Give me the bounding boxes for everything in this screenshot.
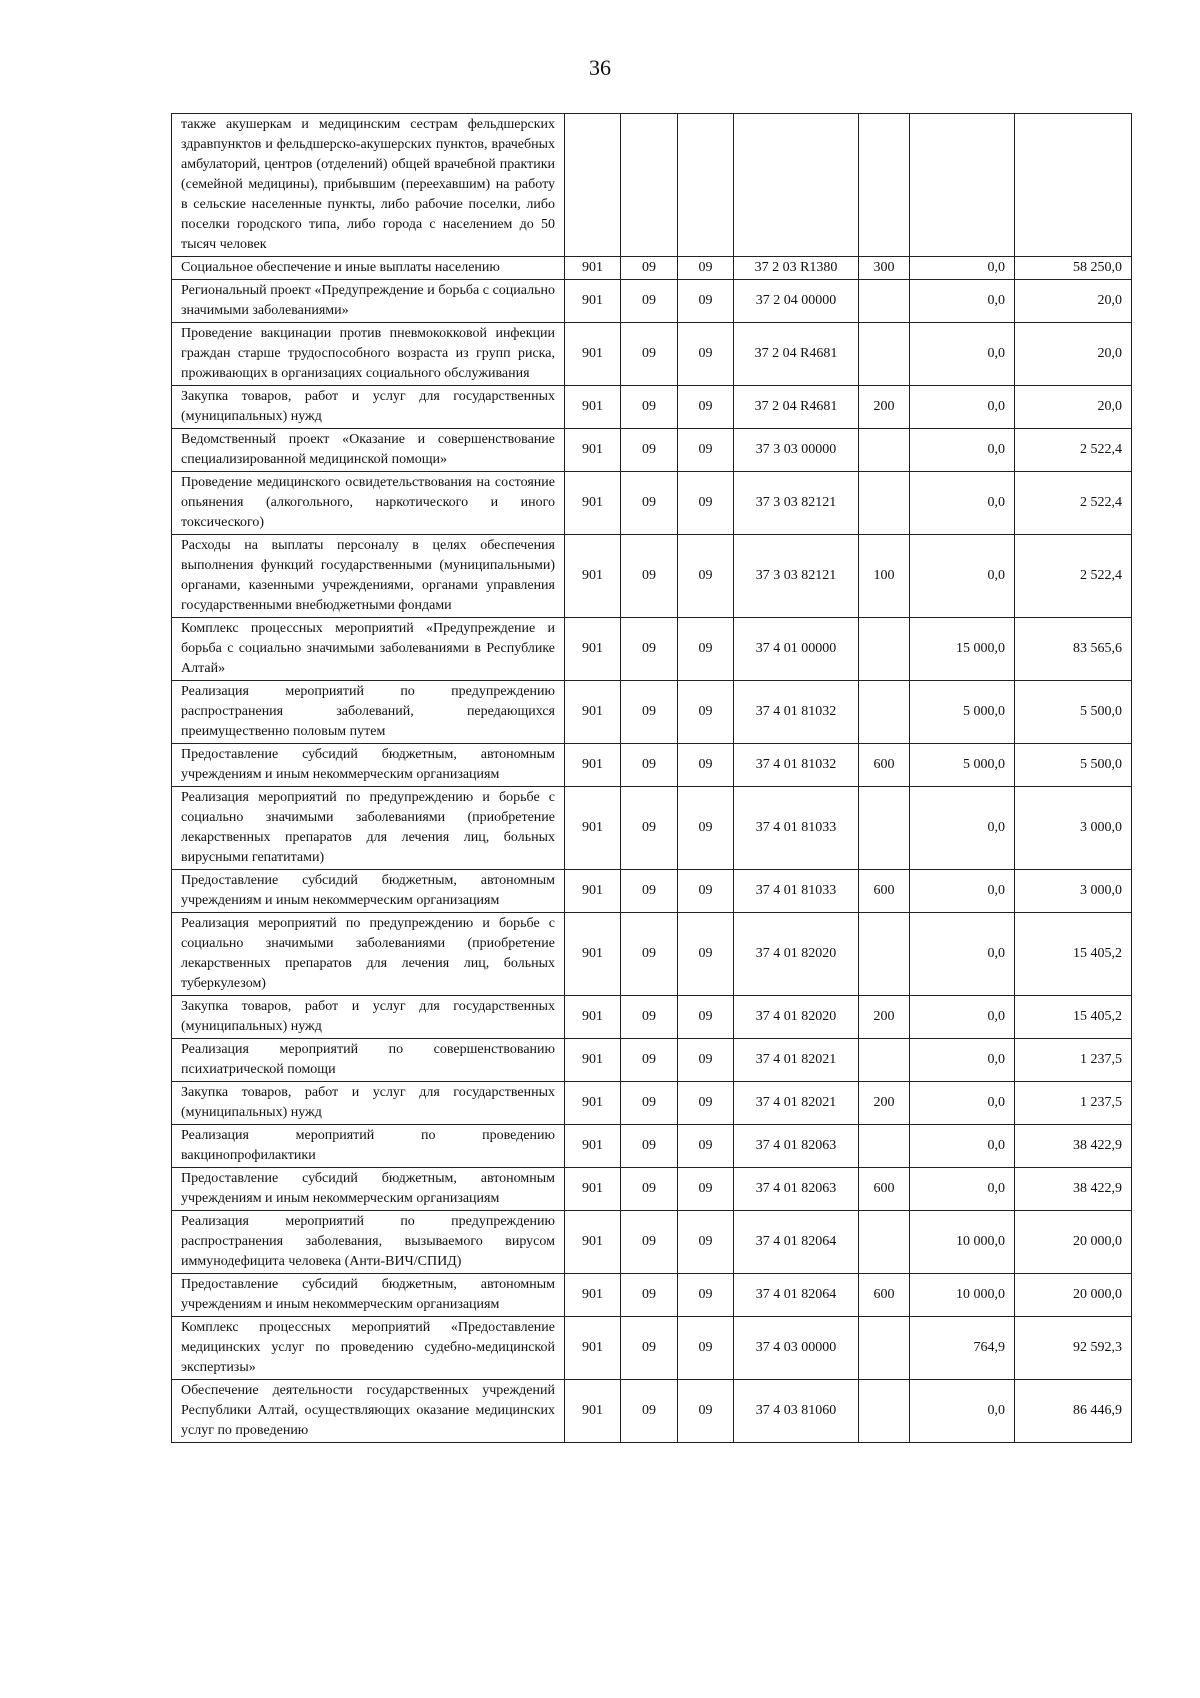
table-row xyxy=(172,1039,1132,1082)
amount-2-cell: 38 422,9 xyxy=(1015,1125,1132,1168)
row-description: также акушеркам и медицинским сестрам фельдшерских здравпунктов и фельдшерско-акушерских пунктов, врачебных амбулаторий, центров (отделений) общей врачебной практики (семейной медицины), прибывшим (переехавшим) на работу в сельские населенные пункты, либо рабочие поселки, либо поселки городского типа, либо города с населением до 50 тысяч человек xyxy=(172,114,565,257)
row-description: Региональный проект «Предупреждение и борьба с социально значимыми заболеваниями» xyxy=(172,280,565,323)
table-row xyxy=(172,323,1132,386)
amount-2-cell xyxy=(1015,114,1132,257)
table-row xyxy=(172,1211,1132,1274)
amount-2-cell: 5 500,0 xyxy=(1015,681,1132,744)
section-code-cell: 09 xyxy=(621,429,678,472)
admin-code-cell: 901 xyxy=(565,1211,621,1274)
row-description: Реализация мероприятий по проведению вакцинопрофилактики xyxy=(172,1125,565,1168)
expense-type-cell xyxy=(859,618,910,681)
amount-1-cell: 5 000,0 xyxy=(910,681,1015,744)
amount-1-cell: 0,0 xyxy=(910,787,1015,870)
expense-type-cell: 600 xyxy=(859,1274,910,1317)
table-row xyxy=(172,1082,1132,1125)
table-row xyxy=(172,618,1132,681)
expense-type-cell: 100 xyxy=(859,535,910,618)
amount-2-cell: 92 592,3 xyxy=(1015,1317,1132,1380)
amount-2-cell: 20 000,0 xyxy=(1015,1274,1132,1317)
target-article-cell: 37 3 03 00000 xyxy=(734,429,859,472)
target-article-cell: 37 2 04 00000 xyxy=(734,280,859,323)
admin-code-cell: 901 xyxy=(565,787,621,870)
section-code-cell: 09 xyxy=(621,870,678,913)
admin-code-cell: 901 xyxy=(565,1380,621,1443)
table-row xyxy=(172,429,1132,472)
table-row xyxy=(172,472,1132,535)
section-code-cell: 09 xyxy=(621,1082,678,1125)
target-article-cell: 37 4 01 82020 xyxy=(734,996,859,1039)
target-article-cell: 37 4 01 82063 xyxy=(734,1168,859,1211)
table-row xyxy=(172,1168,1132,1211)
target-article-cell: 37 4 01 81033 xyxy=(734,870,859,913)
section-code-cell: 09 xyxy=(621,280,678,323)
amount-2-cell: 2 522,4 xyxy=(1015,429,1132,472)
amount-1-cell: 0,0 xyxy=(910,913,1015,996)
amount-1-cell xyxy=(910,114,1015,257)
expense-type-cell xyxy=(859,323,910,386)
amount-1-cell: 0,0 xyxy=(910,1380,1015,1443)
target-article-cell: 37 2 04 R4681 xyxy=(734,386,859,429)
admin-code-cell: 901 xyxy=(565,535,621,618)
budget-table-body xyxy=(172,114,1132,1443)
amount-1-cell: 0,0 xyxy=(910,1082,1015,1125)
section-code-cell: 09 xyxy=(621,1211,678,1274)
amount-2-cell: 15 405,2 xyxy=(1015,996,1132,1039)
target-article-cell: 37 4 01 82064 xyxy=(734,1211,859,1274)
row-description: Предоставление субсидий бюджетным, автономным учреждениям и иным некоммерческим организациям xyxy=(172,870,565,913)
section-code-cell: 09 xyxy=(621,1125,678,1168)
admin-code-cell: 901 xyxy=(565,681,621,744)
amount-1-cell: 0,0 xyxy=(910,472,1015,535)
target-article-cell: 37 4 01 81033 xyxy=(734,787,859,870)
subsection-code-cell: 09 xyxy=(678,280,734,323)
subsection-code-cell: 09 xyxy=(678,257,734,280)
amount-2-cell: 1 237,5 xyxy=(1015,1039,1132,1082)
table-row xyxy=(172,870,1132,913)
expense-type-cell xyxy=(859,472,910,535)
target-article-cell: 37 4 01 82063 xyxy=(734,1125,859,1168)
amount-1-cell: 10 000,0 xyxy=(910,1211,1015,1274)
budget-table xyxy=(171,113,1132,1443)
amount-2-cell: 86 446,9 xyxy=(1015,1380,1132,1443)
amount-1-cell: 0,0 xyxy=(910,1039,1015,1082)
row-description: Реализация мероприятий по предупреждению и борьбе с социально значимыми заболеваниями (приобретение лекарственных препаратов для лечения лиц, больных туберкулезом) xyxy=(172,913,565,996)
table-row xyxy=(172,280,1132,323)
target-article-cell: 37 4 01 82021 xyxy=(734,1082,859,1125)
subsection-code-cell xyxy=(678,114,734,257)
expense-type-cell: 200 xyxy=(859,1082,910,1125)
amount-1-cell: 764,9 xyxy=(910,1317,1015,1380)
row-description: Закупка товаров, работ и услуг для государственных (муниципальных) нужд xyxy=(172,386,565,429)
page-number: 36 xyxy=(589,55,611,80)
target-article-cell: 37 2 04 R4681 xyxy=(734,323,859,386)
table-row xyxy=(172,257,1132,280)
row-description: Предоставление субсидий бюджетным, автономным учреждениям и иным некоммерческим организациям xyxy=(172,1274,565,1317)
row-description: Реализация мероприятий по предупреждению распространения заболевания, вызываемого вирусом иммунодефицита человека (Анти-ВИЧ/СПИД) xyxy=(172,1211,565,1274)
section-code-cell: 09 xyxy=(621,472,678,535)
subsection-code-cell: 09 xyxy=(678,429,734,472)
section-code-cell: 09 xyxy=(621,535,678,618)
admin-code-cell xyxy=(565,114,621,257)
amount-1-cell: 0,0 xyxy=(910,429,1015,472)
amount-2-cell: 20 000,0 xyxy=(1015,1211,1132,1274)
target-article-cell xyxy=(734,114,859,257)
section-code-cell: 09 xyxy=(621,1380,678,1443)
subsection-code-cell: 09 xyxy=(678,1317,734,1380)
table-row xyxy=(172,787,1132,870)
target-article-cell: 37 4 01 00000 xyxy=(734,618,859,681)
amount-2-cell: 58 250,0 xyxy=(1015,257,1132,280)
admin-code-cell: 901 xyxy=(565,257,621,280)
expense-type-cell: 300 xyxy=(859,257,910,280)
expense-type-cell: 600 xyxy=(859,744,910,787)
amount-1-cell: 0,0 xyxy=(910,280,1015,323)
subsection-code-cell: 09 xyxy=(678,870,734,913)
subsection-code-cell: 09 xyxy=(678,681,734,744)
amount-1-cell: 0,0 xyxy=(910,386,1015,429)
section-code-cell: 09 xyxy=(621,323,678,386)
table-row xyxy=(172,681,1132,744)
section-code-cell: 09 xyxy=(621,1039,678,1082)
amount-2-cell: 3 000,0 xyxy=(1015,787,1132,870)
amount-2-cell: 20,0 xyxy=(1015,323,1132,386)
section-code-cell: 09 xyxy=(621,744,678,787)
amount-1-cell: 0,0 xyxy=(910,1125,1015,1168)
section-code-cell: 09 xyxy=(621,1317,678,1380)
admin-code-cell: 901 xyxy=(565,1082,621,1125)
amount-2-cell: 83 565,6 xyxy=(1015,618,1132,681)
amount-2-cell: 20,0 xyxy=(1015,280,1132,323)
row-description: Проведение вакцинации против пневмококковой инфекции граждан старше трудоспособного возраста из групп риска, проживающих в организациях социального обслуживания xyxy=(172,323,565,386)
amount-1-cell: 0,0 xyxy=(910,996,1015,1039)
target-article-cell: 37 4 03 81060 xyxy=(734,1380,859,1443)
admin-code-cell: 901 xyxy=(565,1168,621,1211)
expense-type-cell xyxy=(859,1039,910,1082)
table-row xyxy=(172,1317,1132,1380)
expense-type-cell xyxy=(859,681,910,744)
admin-code-cell: 901 xyxy=(565,429,621,472)
expense-type-cell xyxy=(859,787,910,870)
admin-code-cell: 901 xyxy=(565,870,621,913)
target-article-cell: 37 3 03 82121 xyxy=(734,535,859,618)
amount-1-cell: 5 000,0 xyxy=(910,744,1015,787)
amount-2-cell: 2 522,4 xyxy=(1015,535,1132,618)
admin-code-cell: 901 xyxy=(565,386,621,429)
row-description: Реализация мероприятий по предупреждению и борьбе с социально значимыми заболеваниями (приобретение лекарственных препаратов для лечения лиц, больных вирусными гепатитами) xyxy=(172,787,565,870)
expense-type-cell: 600 xyxy=(859,870,910,913)
expense-type-cell: 200 xyxy=(859,386,910,429)
row-description: Предоставление субсидий бюджетным, автономным учреждениям и иным некоммерческим организациям xyxy=(172,744,565,787)
admin-code-cell: 901 xyxy=(565,1125,621,1168)
subsection-code-cell: 09 xyxy=(678,1168,734,1211)
subsection-code-cell: 09 xyxy=(678,1274,734,1317)
subsection-code-cell: 09 xyxy=(678,1082,734,1125)
expense-type-cell xyxy=(859,1380,910,1443)
subsection-code-cell: 09 xyxy=(678,913,734,996)
subsection-code-cell: 09 xyxy=(678,787,734,870)
admin-code-cell: 901 xyxy=(565,472,621,535)
amount-2-cell: 2 522,4 xyxy=(1015,472,1132,535)
target-article-cell: 37 2 03 R1380 xyxy=(734,257,859,280)
subsection-code-cell: 09 xyxy=(678,323,734,386)
admin-code-cell: 901 xyxy=(565,1039,621,1082)
amount-2-cell: 15 405,2 xyxy=(1015,913,1132,996)
row-description: Обеспечение деятельности государственных учреждений Республики Алтай, осуществляющих оказание медицинских услуг по проведению xyxy=(172,1380,565,1443)
target-article-cell: 37 4 01 82021 xyxy=(734,1039,859,1082)
table-row xyxy=(172,913,1132,996)
admin-code-cell: 901 xyxy=(565,618,621,681)
row-description: Реализация мероприятий по предупреждению распространения заболеваний, передающихся преимущественно половым путем xyxy=(172,681,565,744)
admin-code-cell: 901 xyxy=(565,323,621,386)
subsection-code-cell: 09 xyxy=(678,1380,734,1443)
admin-code-cell: 901 xyxy=(565,996,621,1039)
subsection-code-cell: 09 xyxy=(678,1039,734,1082)
table-row xyxy=(172,996,1132,1039)
subsection-code-cell: 09 xyxy=(678,996,734,1039)
target-article-cell: 37 4 01 82064 xyxy=(734,1274,859,1317)
table-row xyxy=(172,114,1132,257)
row-description: Закупка товаров, работ и услуг для государственных (муниципальных) нужд xyxy=(172,1082,565,1125)
expense-type-cell xyxy=(859,280,910,323)
target-article-cell: 37 4 01 81032 xyxy=(734,744,859,787)
table-row xyxy=(172,744,1132,787)
expense-type-cell xyxy=(859,114,910,257)
section-code-cell: 09 xyxy=(621,386,678,429)
admin-code-cell: 901 xyxy=(565,913,621,996)
section-code-cell: 09 xyxy=(621,1168,678,1211)
amount-1-cell: 0,0 xyxy=(910,870,1015,913)
row-description: Комплекс процессных мероприятий «Предупреждение и борьба с социально значимыми заболеваниями в Республике Алтай» xyxy=(172,618,565,681)
expense-type-cell xyxy=(859,1211,910,1274)
table-row xyxy=(172,386,1132,429)
amount-2-cell: 5 500,0 xyxy=(1015,744,1132,787)
row-description: Реализация мероприятий по совершенствованию психиатрической помощи xyxy=(172,1039,565,1082)
target-article-cell: 37 4 01 82020 xyxy=(734,913,859,996)
subsection-code-cell: 09 xyxy=(678,1125,734,1168)
subsection-code-cell: 09 xyxy=(678,535,734,618)
table-row xyxy=(172,1125,1132,1168)
amount-1-cell: 0,0 xyxy=(910,535,1015,618)
subsection-code-cell: 09 xyxy=(678,744,734,787)
target-article-cell: 37 4 01 81032 xyxy=(734,681,859,744)
expense-type-cell: 600 xyxy=(859,1168,910,1211)
row-description: Социальное обеспечение и иные выплаты населению xyxy=(172,257,565,280)
amount-2-cell: 38 422,9 xyxy=(1015,1168,1132,1211)
row-description: Ведомственный проект «Оказание и совершенствование специализированной медицинской помощи» xyxy=(172,429,565,472)
expense-type-cell xyxy=(859,913,910,996)
amount-1-cell: 0,0 xyxy=(910,257,1015,280)
row-description: Комплекс процессных мероприятий «Предоставление медицинских услуг по проведению судебно-медицинской экспертизы» xyxy=(172,1317,565,1380)
admin-code-cell: 901 xyxy=(565,1274,621,1317)
expense-type-cell xyxy=(859,429,910,472)
target-article-cell: 37 4 03 00000 xyxy=(734,1317,859,1380)
admin-code-cell: 901 xyxy=(565,1317,621,1380)
target-article-cell: 37 3 03 82121 xyxy=(734,472,859,535)
section-code-cell: 09 xyxy=(621,257,678,280)
amount-1-cell: 10 000,0 xyxy=(910,1274,1015,1317)
amount-2-cell: 3 000,0 xyxy=(1015,870,1132,913)
row-description: Закупка товаров, работ и услуг для государственных (муниципальных) нужд xyxy=(172,996,565,1039)
amount-1-cell: 0,0 xyxy=(910,323,1015,386)
section-code-cell: 09 xyxy=(621,1274,678,1317)
section-code-cell: 09 xyxy=(621,913,678,996)
amount-2-cell: 1 237,5 xyxy=(1015,1082,1132,1125)
expense-type-cell: 200 xyxy=(859,996,910,1039)
expense-type-cell xyxy=(859,1317,910,1380)
section-code-cell: 09 xyxy=(621,618,678,681)
section-code-cell: 09 xyxy=(621,996,678,1039)
amount-1-cell: 0,0 xyxy=(910,1168,1015,1211)
section-code-cell: 09 xyxy=(621,681,678,744)
subsection-code-cell: 09 xyxy=(678,386,734,429)
table-row xyxy=(172,1380,1132,1443)
subsection-code-cell: 09 xyxy=(678,1211,734,1274)
row-description: Проведение медицинского освидетельствования на состояние опьянения (алкогольного, наркотического и иного токсического) xyxy=(172,472,565,535)
row-description: Расходы на выплаты персоналу в целях обеспечения выполнения функций государственными (муниципальными) органами, казенными учреждениями, органами управления государственными внебюджетными фондами xyxy=(172,535,565,618)
subsection-code-cell: 09 xyxy=(678,618,734,681)
amount-2-cell: 20,0 xyxy=(1015,386,1132,429)
table-row xyxy=(172,535,1132,618)
table-row xyxy=(172,1274,1132,1317)
admin-code-cell: 901 xyxy=(565,744,621,787)
subsection-code-cell: 09 xyxy=(678,472,734,535)
section-code-cell xyxy=(621,114,678,257)
admin-code-cell: 901 xyxy=(565,280,621,323)
amount-1-cell: 15 000,0 xyxy=(910,618,1015,681)
section-code-cell: 09 xyxy=(621,787,678,870)
row-description: Предоставление субсидий бюджетным, автономным учреждениям и иным некоммерческим организациям xyxy=(172,1168,565,1211)
expense-type-cell xyxy=(859,1125,910,1168)
